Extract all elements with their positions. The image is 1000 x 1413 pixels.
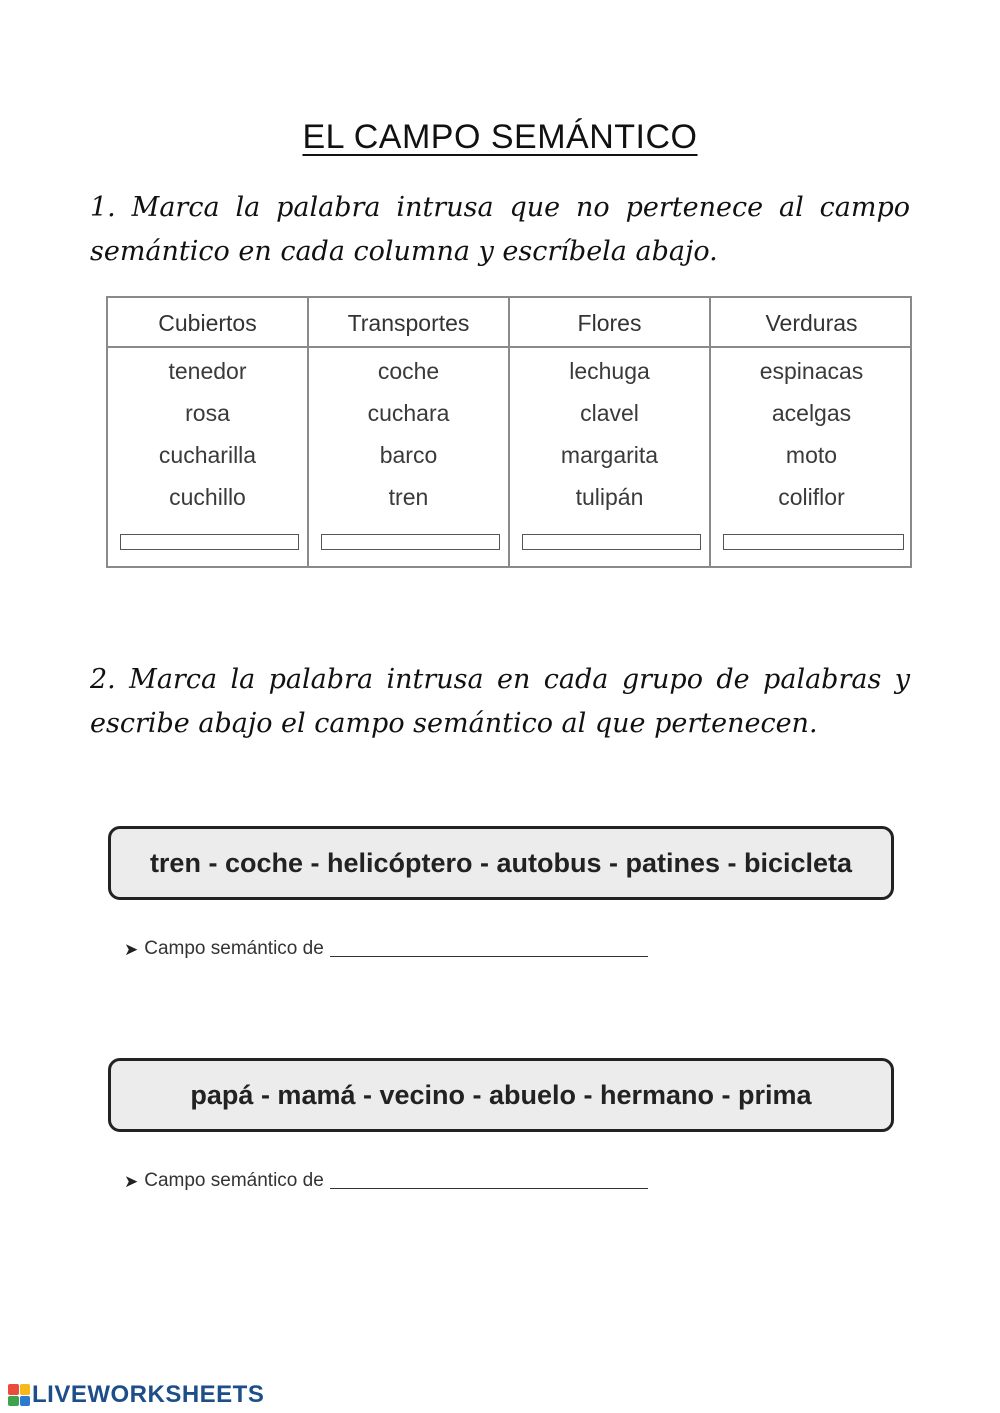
word-cell: tenedor xyxy=(168,358,247,384)
word-cell: barco xyxy=(379,442,438,468)
word-cell: cucharilla xyxy=(158,442,257,468)
column-header: Cubiertos xyxy=(108,298,307,348)
semantic-field-row xyxy=(124,1170,648,1192)
semantic-field-row xyxy=(124,938,648,960)
logo-tile xyxy=(20,1396,31,1407)
word-cell: espinacas xyxy=(759,358,864,384)
word-cell: tulipán xyxy=(575,484,644,510)
word-cell: cuchara xyxy=(367,400,450,426)
answer-box-transportes[interactable] xyxy=(321,534,500,550)
table-column xyxy=(309,298,510,566)
logo-tile xyxy=(8,1384,19,1395)
word-cell: moto xyxy=(785,442,838,468)
logo-tile xyxy=(20,1384,31,1395)
brand-name: LIVEWORKSHEETS xyxy=(32,1381,265,1408)
table-column xyxy=(510,298,711,566)
answer-box-flores[interactable] xyxy=(522,534,701,550)
answer-box-verduras[interactable] xyxy=(723,534,904,550)
word-cell: rosa xyxy=(185,400,230,426)
exercise2-instruction: 2. Marca la palabra intrusa en cada grupo de palabras y escribe abajo el campo semántico al que pertenecen. xyxy=(90,664,910,739)
word-cell: cuchillo xyxy=(169,484,246,510)
word-cell: margarita xyxy=(560,442,659,468)
column-header: Flores xyxy=(510,298,709,348)
exercise1-instruction: 1. Marca la palabra intrusa que no pertenece al campo semántico en cada columna y escríbela abajo. xyxy=(90,192,910,267)
semantic-field-answer-line[interactable] xyxy=(330,1187,648,1189)
answer-box-cubiertos[interactable] xyxy=(120,534,299,550)
word-cell: clavel xyxy=(580,400,639,426)
word-group-box[interactable]: papá - mamá - vecino - abuelo - hermano - prima xyxy=(108,1058,894,1132)
liveworksheets-brand[interactable] xyxy=(8,1380,264,1410)
word-cell: lechuga xyxy=(569,358,650,384)
semantic-field-label: Campo semántico de xyxy=(144,1170,324,1191)
word-group-box[interactable]: tren - coche - helicóptero - autobus - patines - bicicleta xyxy=(108,826,894,900)
arrow-bullet-icon: ➤ xyxy=(124,1172,139,1191)
word-cell: coche xyxy=(377,358,440,384)
arrow-bullet-icon: ➤ xyxy=(124,940,139,959)
page-title: EL CAMPO SEMÁNTICO xyxy=(302,118,698,156)
logo-tile xyxy=(8,1396,19,1407)
column-header: Transportes xyxy=(309,298,508,348)
table-column xyxy=(711,298,912,566)
word-cell: acelgas xyxy=(771,400,852,426)
column-header: Verduras xyxy=(711,298,912,348)
liveworksheets-logo-icon xyxy=(8,1384,30,1406)
word-cell: tren xyxy=(388,484,429,510)
semantic-field-label: Campo semántico de xyxy=(144,938,324,959)
word-cell: coliflor xyxy=(778,484,845,510)
word-table xyxy=(106,296,912,568)
table-column xyxy=(108,298,309,566)
semantic-field-answer-line[interactable] xyxy=(330,955,648,957)
